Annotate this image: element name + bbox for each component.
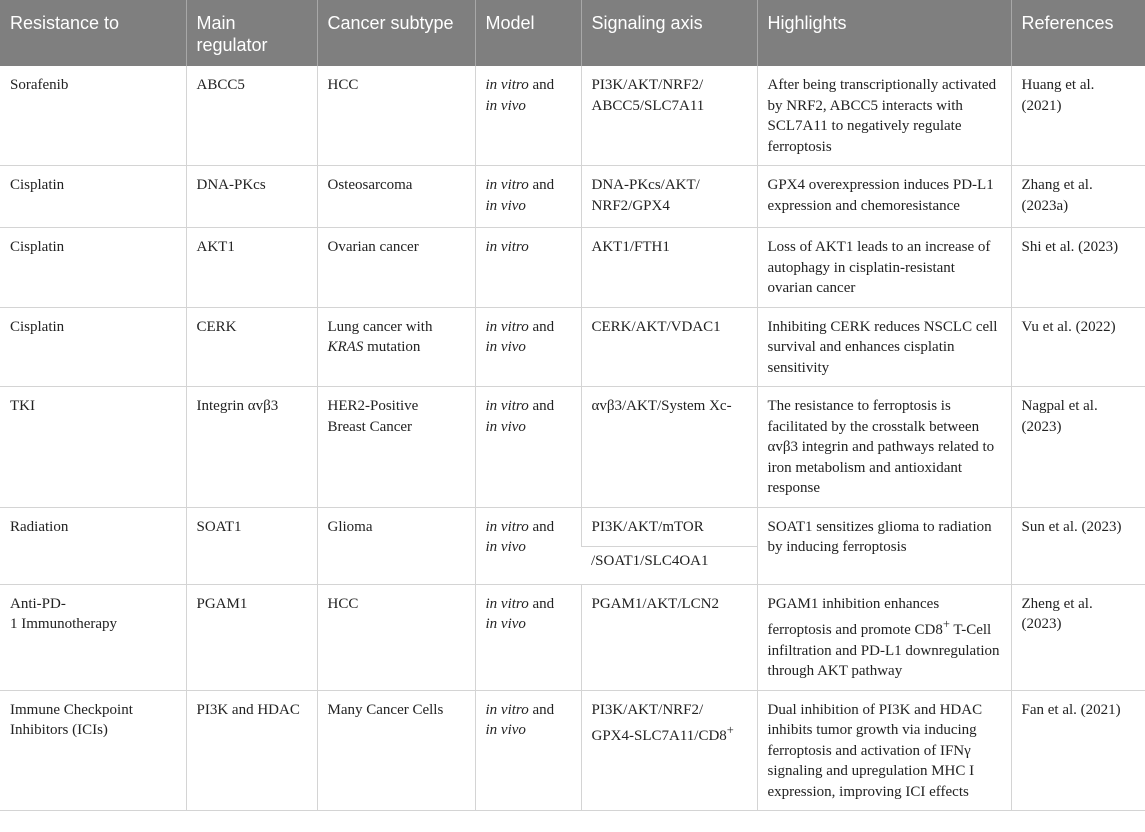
cell-model	[475, 307, 581, 387]
cell-reference: Zhang et al. (2023a)	[1011, 166, 1145, 228]
table-row	[0, 690, 1145, 811]
cell-axis	[581, 690, 757, 811]
cell-highlights: SOAT1 sensitizes glioma to radiation by inducing ferroptosis	[757, 507, 1011, 584]
model-in-vivo: in vivo	[485, 539, 526, 555]
header-references: References	[1011, 0, 1145, 66]
model-in-vivo: in vivo	[485, 339, 526, 355]
model-in-vivo: in vivo	[485, 97, 526, 114]
header-highlights: Highlights	[757, 0, 1011, 66]
cell-subtype: HCC	[317, 584, 475, 690]
cell-regulator: DNA-PKcs	[186, 166, 317, 228]
cell-reference: Vu et al. (2022)	[1011, 307, 1145, 387]
superscript-plus: +	[942, 617, 950, 631]
cell-highlights	[757, 584, 1011, 690]
cell-model	[475, 66, 581, 166]
table-row	[0, 387, 1145, 508]
cell-reference: Nagpal et al. (2023)	[1011, 387, 1145, 508]
cell-reference: Sun et al. (2023)	[1011, 507, 1145, 584]
model-in-vitro: in vitro	[485, 77, 529, 93]
model-and: and	[528, 177, 555, 193]
cell-reference: Huang et al. (2021)	[1011, 66, 1145, 166]
cell-axis-part-a: PI3K/AKT/mTOR	[581, 507, 757, 546]
header-resistance: Resistance to	[0, 0, 186, 66]
cell-resistance	[0, 584, 186, 690]
axis-line-2: GPX4-SLC7A11/CD8	[591, 728, 727, 744]
cell-highlights: Inhibiting CERK reduces NSCLC cell survival and enhances cisplatin sensitivity	[757, 307, 1011, 387]
cell-resistance: TKI	[0, 387, 186, 508]
cell-resistance: Cisplatin	[0, 166, 186, 228]
cell-subtype	[317, 307, 475, 387]
cell-highlights: The resistance to ferroptosis is facilitated by the crosstalk between αvβ3 integrin and pathways related to iron metabolism and antioxidant response	[757, 387, 1011, 508]
resistance-line-2: 1 Immunotherapy	[10, 616, 118, 632]
cell-axis: CERK/AKT/VDAC1	[581, 307, 757, 387]
subtype-kras: KRAS	[327, 339, 364, 355]
cell-highlights: After being transcriptionally activated by NRF2, ABCC5 interacts with SCL7A11 to negatively regulate ferroptosis	[757, 66, 1011, 166]
cell-model	[475, 690, 581, 811]
cell-reference: Fan et al. (2021)	[1011, 690, 1145, 811]
cell-highlights: GPX4 overexpression induces PD-L1 expression and chemoresistance	[757, 166, 1011, 228]
axis-line-2: ABCC5/SLC7A11	[591, 97, 705, 114]
model-in-vitro: in vitro	[485, 239, 529, 255]
model-in-vitro: in vitro	[485, 701, 529, 718]
model-and: and	[528, 701, 555, 718]
cell-highlights: Dual inhibition of PI3K and HDAC inhibits tumor growth via inducing ferroptosis and activation of IFNγ signaling and upregulation MHC I expression, improving ICI effects	[757, 690, 1011, 811]
cell-regulator: ABCC5	[186, 66, 317, 166]
model-in-vitro: in vitro	[485, 318, 529, 335]
cell-resistance: Cisplatin	[0, 228, 186, 308]
table-row	[0, 228, 1145, 308]
cell-resistance: Cisplatin	[0, 307, 186, 387]
cell-axis	[581, 166, 757, 228]
model-and: and	[528, 595, 555, 612]
cell-subtype: Many Cancer Cells	[317, 690, 475, 811]
cell-model	[475, 584, 581, 690]
model-in-vitro: in vitro	[485, 518, 529, 535]
axis-line-1: PI3K/AKT/NRF2/	[591, 77, 704, 93]
model-in-vitro: in vitro	[485, 398, 529, 414]
cell-subtype: HCC	[317, 66, 475, 166]
cell-regulator: PGAM1	[186, 584, 317, 690]
resistance-line-1: Anti-PD-	[10, 595, 66, 612]
cell-axis-part-b: /SOAT1/SLC4OA1	[581, 546, 757, 584]
cell-subtype: Osteosarcoma	[317, 166, 475, 228]
axis-line-2: NRF2/GPX4	[591, 197, 670, 214]
cell-reference: Shi et al. (2023)	[1011, 228, 1145, 308]
model-and: and	[528, 398, 555, 414]
cell-model	[475, 166, 581, 228]
cell-reference: Zheng et al. (2023)	[1011, 584, 1145, 690]
cell-regulator: SOAT1	[186, 507, 317, 584]
cell-regulator: CERK	[186, 307, 317, 387]
table-row	[0, 307, 1145, 387]
subtype-line-1: HER2-Positive	[327, 398, 419, 414]
header-row	[0, 0, 1145, 66]
table-row	[0, 166, 1145, 228]
cell-regulator: PI3K and HDAC	[186, 690, 317, 811]
cell-axis: PGAM1/AKT/LCN2	[581, 584, 757, 690]
model-and: and	[528, 518, 555, 535]
cell-resistance	[0, 690, 186, 811]
table-row	[0, 584, 1145, 690]
resistance-line-1: Immune Checkpoint	[10, 701, 133, 718]
model-in-vivo: in vivo	[485, 418, 526, 435]
model-and: and	[528, 77, 555, 93]
cell-subtype: Glioma	[317, 507, 475, 584]
cell-regulator: AKT1	[186, 228, 317, 308]
cell-subtype: Ovarian cancer	[317, 228, 475, 308]
cell-model	[475, 228, 581, 308]
model-in-vitro: in vitro	[485, 595, 529, 612]
subtype-line-2: Breast Cancer	[327, 418, 413, 435]
highlights-part-a: PGAM1 inhibition enhances ferroptosis and promote CD8	[767, 595, 943, 638]
model-in-vivo: in vivo	[485, 616, 526, 632]
model-in-vitro: in vitro	[485, 177, 529, 193]
subtype-line-2-rest: mutation	[363, 339, 421, 355]
axis-line-1: PI3K/AKT/NRF2/	[591, 701, 704, 718]
table-row	[0, 66, 1145, 166]
cell-resistance: Radiation	[0, 507, 186, 584]
resistance-line-2: Inhibitors (ICIs)	[10, 722, 108, 738]
header-cancer-subtype: Cancer subtype	[317, 0, 475, 66]
cell-axis: αvβ3/AKT/System Xc-	[581, 387, 757, 508]
header-main-regulator: Main regulator	[186, 0, 317, 66]
cell-regulator: Integrin αvβ3	[186, 387, 317, 508]
cell-model	[475, 507, 581, 584]
highlights-part-b: T-Cell infiltration and PD-L1 downregulation through AKT pathway	[767, 622, 1000, 679]
cell-highlights: Loss of AKT1 leads to an increase of autophagy in cisplatin-resistant ovarian cancer	[757, 228, 1011, 308]
cell-model	[475, 387, 581, 508]
axis-line-1: DNA-PKcs/AKT/	[591, 177, 700, 193]
model-and: and	[528, 318, 555, 335]
cell-axis	[581, 66, 757, 166]
table-row	[0, 507, 1145, 546]
header-model: Model	[475, 0, 581, 66]
superscript-plus: +	[726, 723, 734, 737]
cell-subtype	[317, 387, 475, 508]
model-in-vivo: in vivo	[485, 722, 526, 738]
model-in-vivo: in vivo	[485, 197, 526, 214]
header-signaling-axis: Signaling axis	[581, 0, 757, 66]
subtype-line-1: Lung cancer with	[327, 318, 433, 335]
cell-axis: AKT1/FTH1	[581, 228, 757, 308]
cell-resistance: Sorafenib	[0, 66, 186, 166]
